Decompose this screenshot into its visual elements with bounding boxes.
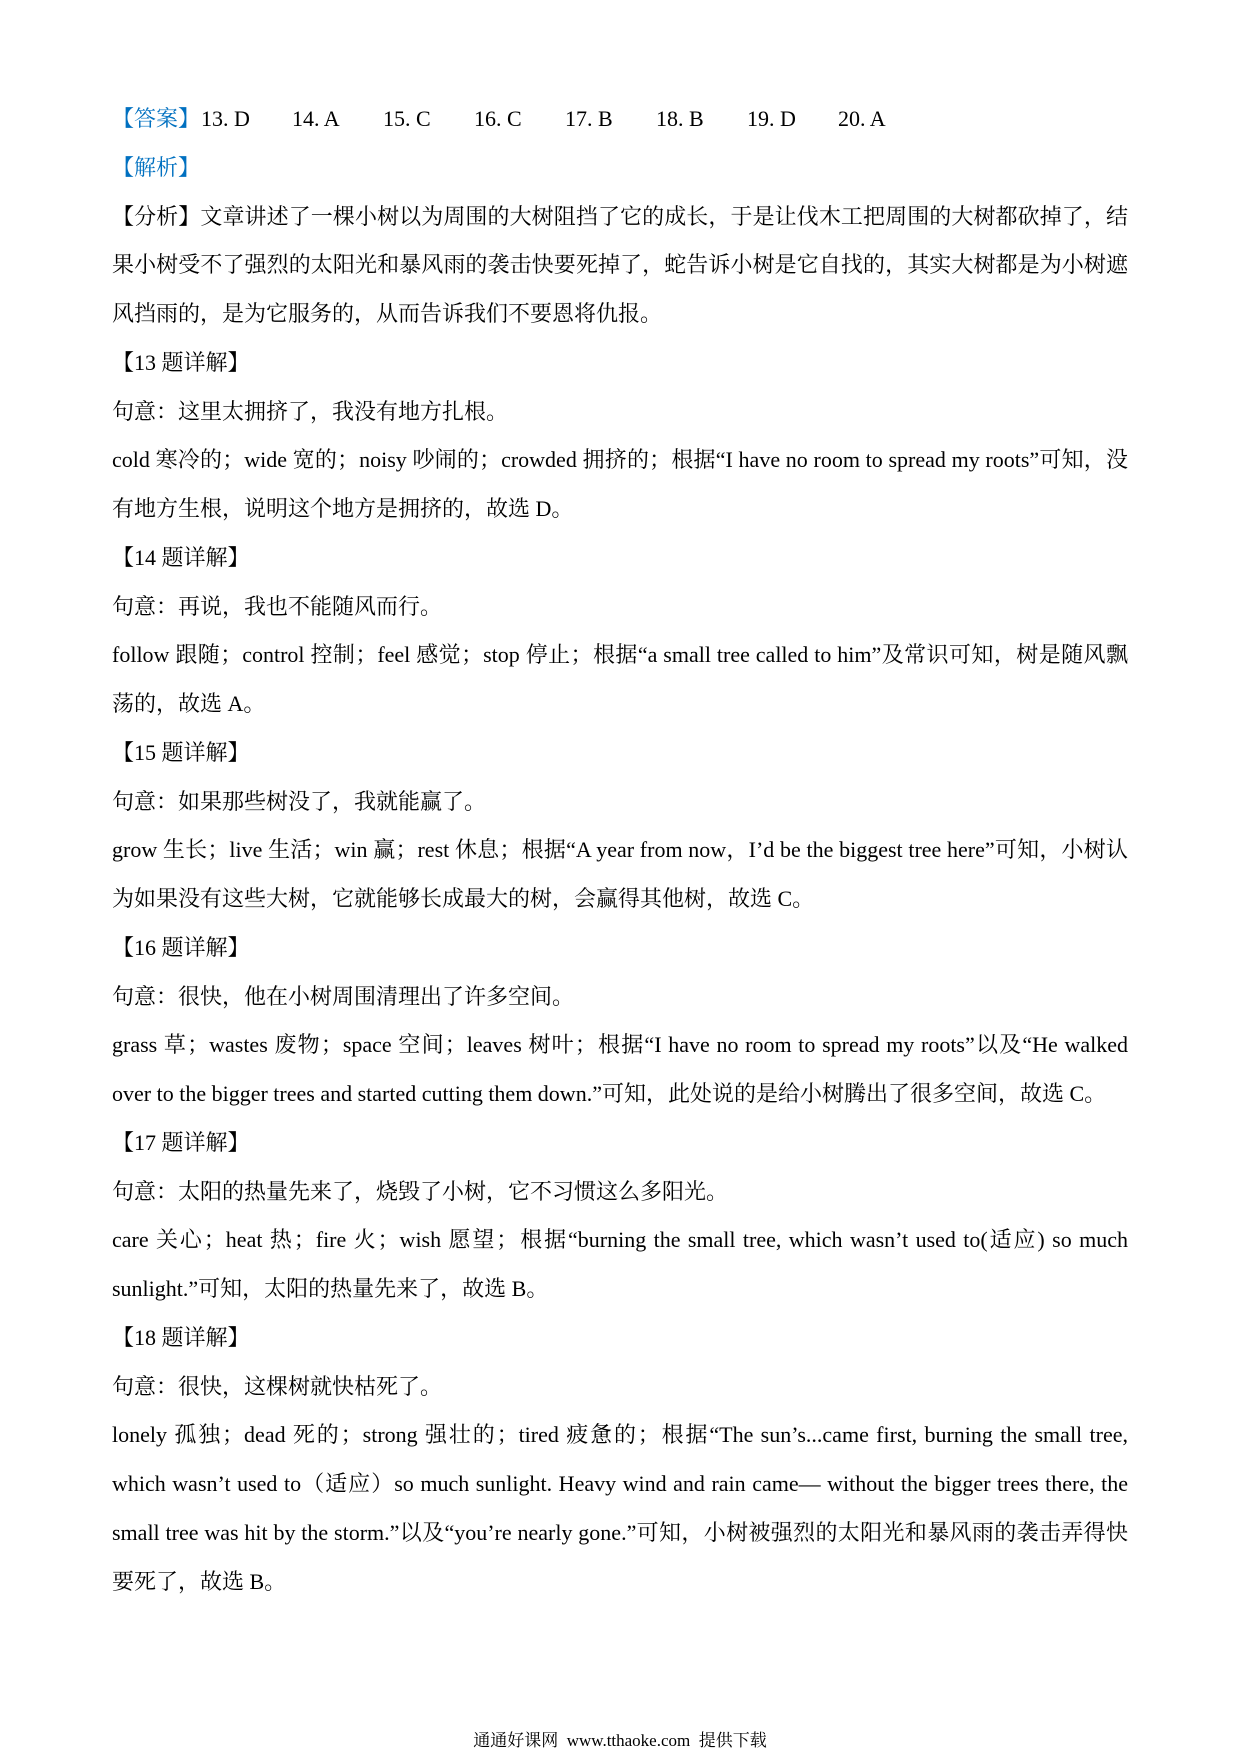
detail-explanation: grass 草；wastes 废物；space 空间；leaves 树叶；根据“I have no room to spread my roots”以及“He walked over to the bigger trees and started cutting them down.”可知，此处说的是给小树腾出了很多空间，故选 C。 (112, 1032, 1128, 1106)
answer-item: 14. A (292, 106, 340, 131)
detail-explanation: care 关心；heat 热；fire 火；wish 愿望；根据“burning the small tree, which wasn’t used to(适应) so much sunlight.”可知，太阳的热量先来了，故选 B。 (112, 1227, 1128, 1301)
analysis-label: 【解析】 (112, 154, 201, 180)
detail-explanation: cold 寒冷的；wide 宽的；noisy 吵闹的；crowded 拥挤的；根据“I have no room to spread my roots”可知，没有地方生根，说明这个地方是拥挤的，故选 D。 (112, 447, 1128, 521)
answer-item: 20. A (838, 106, 886, 131)
answer-item: 18. B (656, 106, 704, 131)
detail-section-18 (112, 1314, 1128, 1607)
detail-heading: 【17 题详解】 (112, 1129, 250, 1155)
detail-section-14 (112, 534, 1128, 729)
detail-heading: 【14 题详解】 (112, 544, 250, 570)
detail-meaning: 句意：很快，这棵树就快枯死了。 (112, 1373, 443, 1399)
answer-label: 【答案】 (112, 106, 201, 131)
detail-explanation: follow 跟随；control 控制；feel 感觉；stop 停止；根据“a small tree called to him”及常识可知，树是随风飘荡的，故选 A。 (112, 642, 1128, 716)
detail-meaning: 句意：这里太拥挤了，我没有地方扎根。 (112, 398, 509, 424)
detail-heading: 【13 题详解】 (112, 349, 250, 375)
detail-explanation: lonely 孤独；dead 死的；strong 强壮的；tired 疲惫的；根据“The sun’s...came first, burning the small tree, which wasn’t used to（适应）so much sunlight. Heavy wind and rain came— without the bigger trees there, the small tree was hit by the storm.”以及“you’re nearly gone.”可知，小树被强烈的太阳光和暴风雨的袭击弄得快要死了，故选 B。 (112, 1422, 1128, 1594)
detail-meaning: 句意：再说，我也不能随风而行。 (112, 593, 443, 619)
answer-item: 15. C (383, 106, 431, 131)
answer-row (112, 95, 1128, 144)
analysis-overview: 【分析】文章讲述了一棵小树以为周围的大树阻挡了它的成长，于是让伐木工把周围的大树都砍掉了，结果小树受不了强烈的太阳光和暴风雨的袭击快要死掉了，蛇告诉小树是它自找的，其实大树都是为小树遮风挡雨的，是为它服务的，从而告诉我们不要恩将仇报。 (112, 203, 1128, 326)
detail-explanation: grow 生长；live 生活；win 赢；rest 休息；根据“A year from now，I’d be the biggest tree here”可知，小树认为如果没有这些大树，它就能够长成最大的树，会赢得其他树，故选 C。 (112, 837, 1128, 911)
detail-heading: 【18 题详解】 (112, 1324, 250, 1350)
detail-heading: 【16 题详解】 (112, 934, 250, 960)
detail-meaning: 句意：太阳的热量先来了，烧毁了小树，它不习惯这么多阳光。 (112, 1178, 729, 1204)
detail-section-17 (112, 1119, 1128, 1314)
detail-section-15 (112, 729, 1128, 924)
answer-item: 16. C (474, 106, 522, 131)
answer-item: 17. B (565, 106, 613, 131)
detail-heading: 【15 题详解】 (112, 739, 250, 765)
detail-meaning: 句意：很快，他在小树周围清理出了许多空间。 (112, 983, 575, 1009)
footer-text: 通通好课网 www.tthaoke.com 提供下载 (473, 1731, 767, 1750)
document-body (112, 95, 1128, 1606)
detail-meaning: 句意：如果那些树没了，我就能赢了。 (112, 788, 487, 814)
detail-section-13 (112, 339, 1128, 534)
answer-item: 13. D (201, 106, 250, 131)
detail-section-16 (112, 924, 1128, 1119)
answer-item: 19. D (747, 106, 796, 131)
